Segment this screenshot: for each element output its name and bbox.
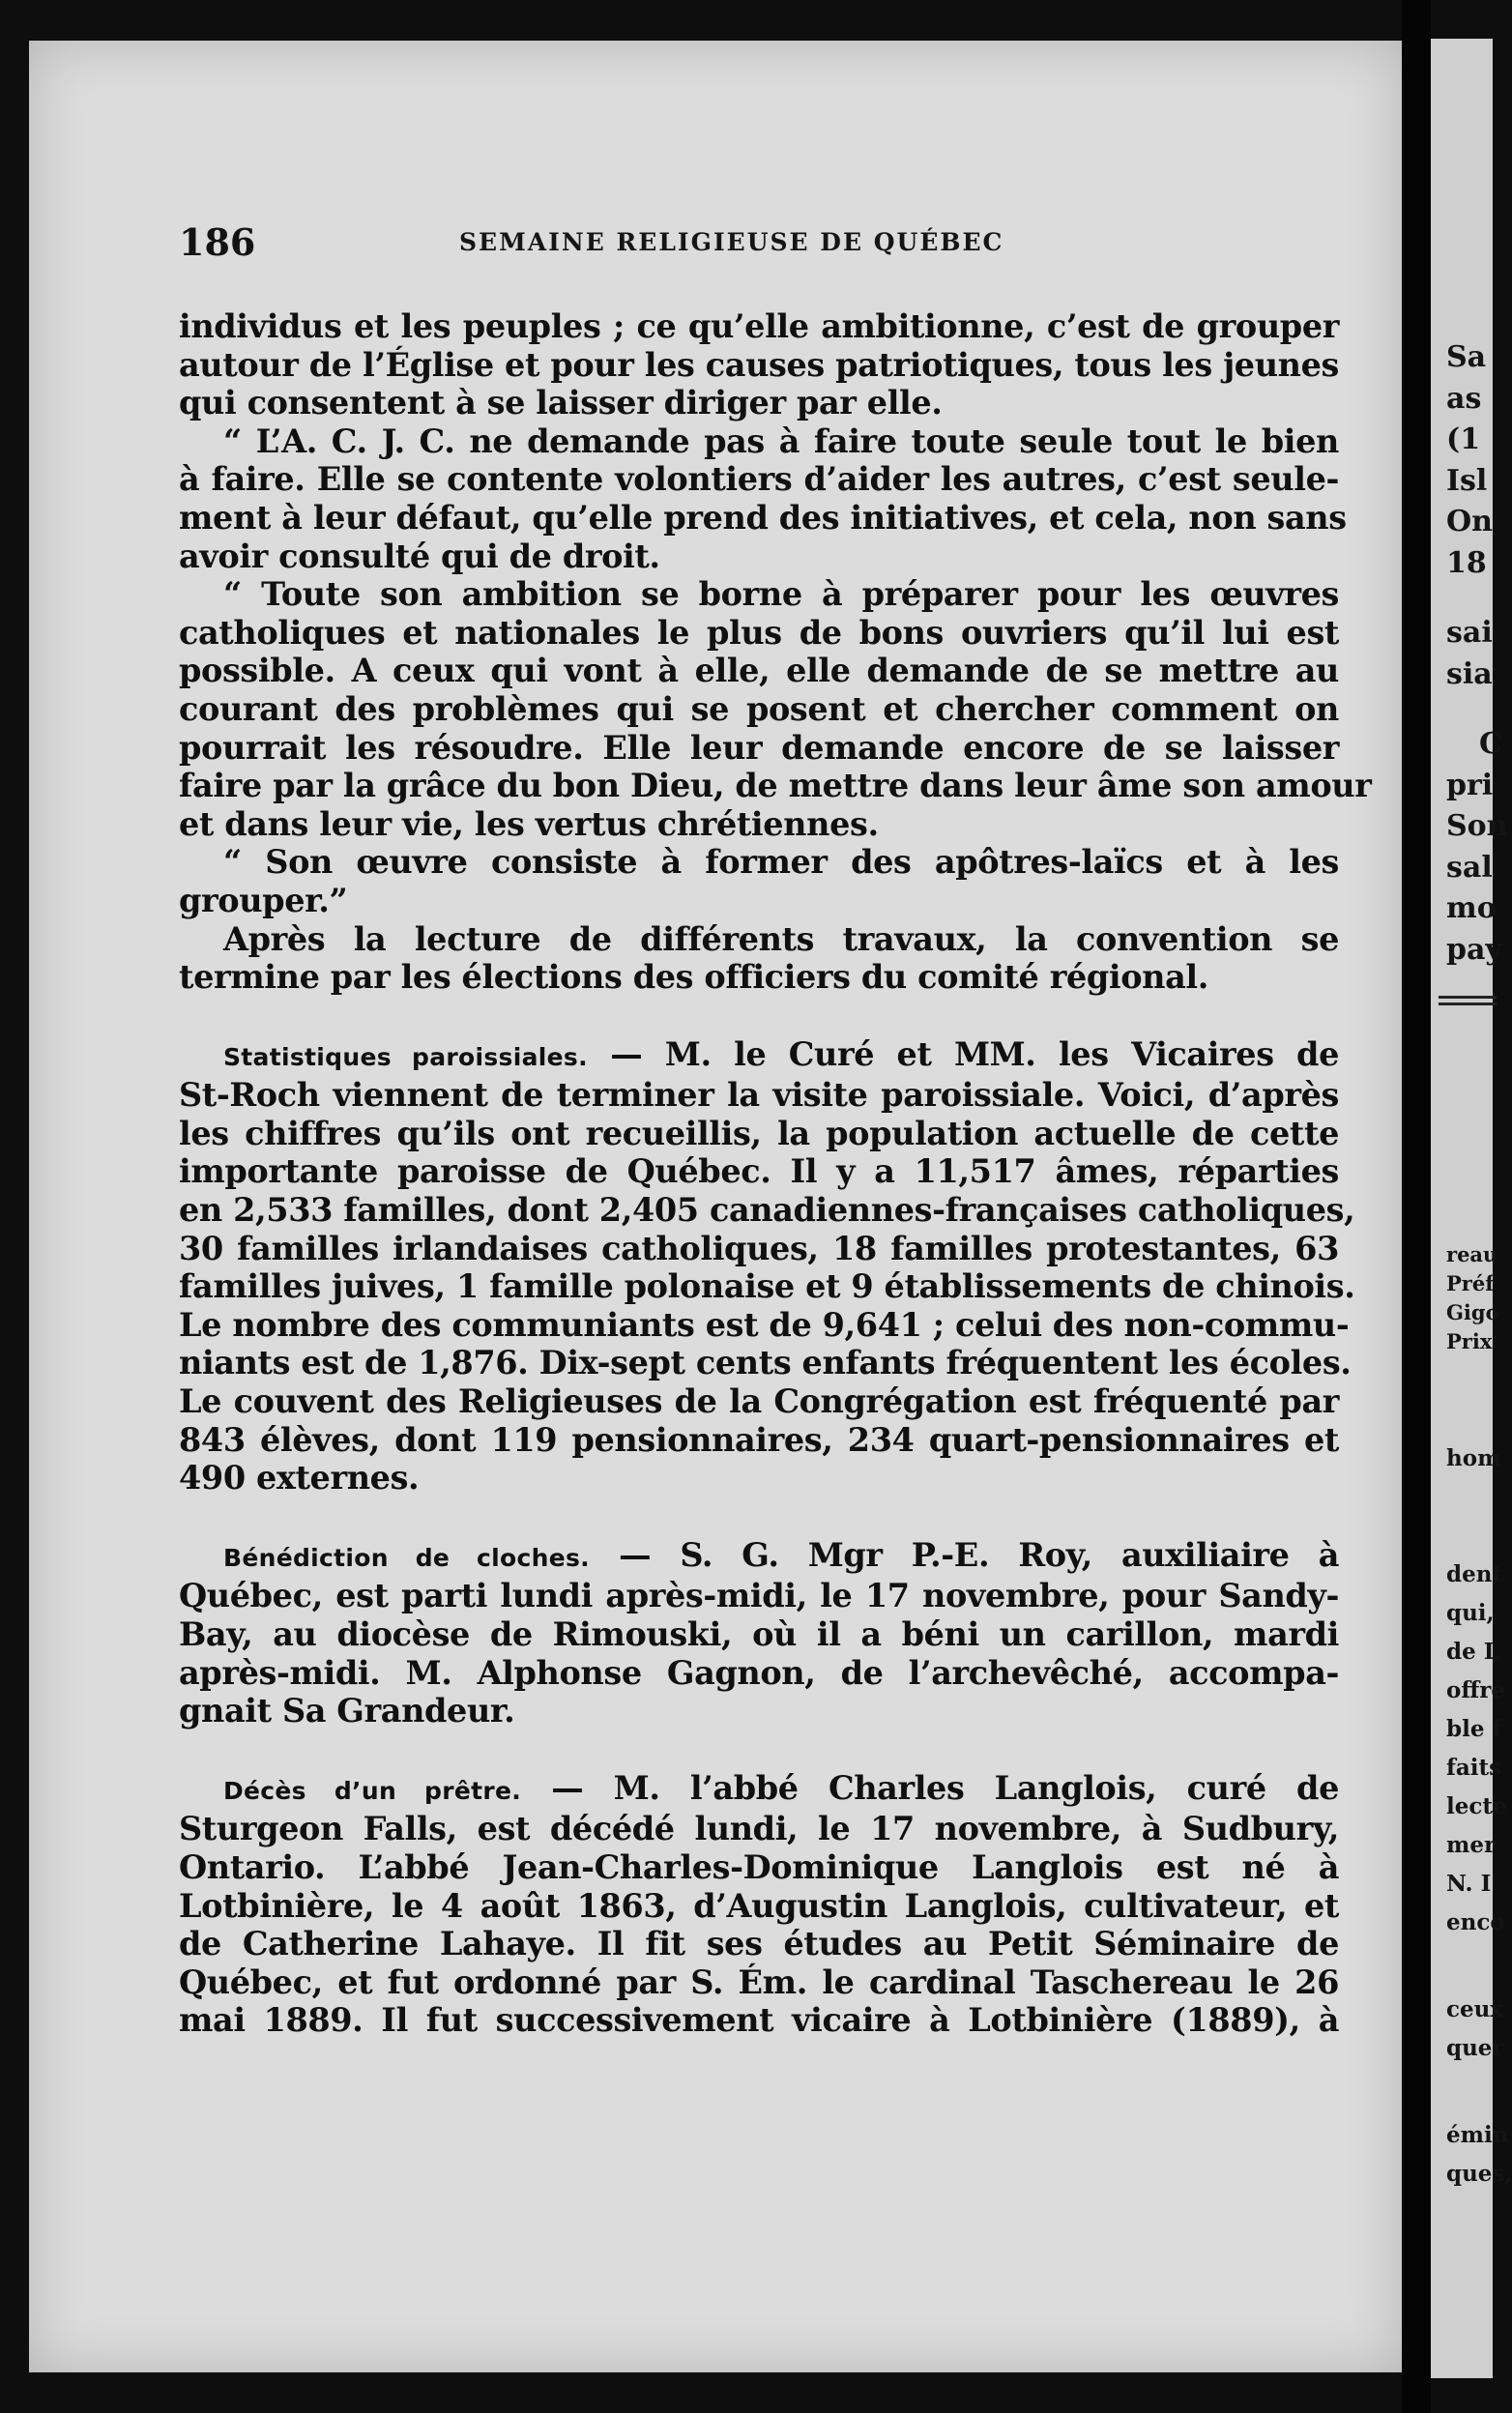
facing-fragment: ble f	[1446, 1716, 1502, 1742]
facing-fragment: pay	[1446, 933, 1502, 967]
text-line: grouper.”	[179, 881, 348, 919]
text-line: 490 externes.	[179, 1459, 420, 1497]
facing-page-edge	[1431, 39, 1512, 2378]
text-line: de Catherine Lahaye. Il fit ses études au Petit Séminaire de	[179, 1925, 1339, 1963]
facing-fragment: ques,	[1446, 2161, 1512, 2187]
text-line: Sturgeon Falls, est décédé lundi, le 17 novembre, à Sudbury,	[179, 1810, 1339, 1848]
text-line: termine par les élections des officiers du comité régional.	[179, 958, 1209, 997]
text-line: les chiffres qu’ils ont recueillis, la population actuelle de cette	[179, 1114, 1339, 1152]
text-line: Ontario. L’abbé Jean-Charles-Dominique Langlois est né à	[179, 1847, 1339, 1886]
text-line: individus et les peuples ; ce qu’elle ambitionne, c’est de grouper	[179, 307, 1339, 345]
text-line: catholiques et nationales le plus de bons ouvriers qu’il lui est	[179, 613, 1339, 652]
facing-fragment: qui,	[1446, 1600, 1495, 1626]
text-line: autour de l’Église et pour les causes patriotiques, tous les jeunes	[179, 345, 1339, 384]
facing-fragment: Sa	[1446, 340, 1487, 374]
facing-fragment: ceux	[1446, 1996, 1504, 2022]
text-line: possible. A ceux qui vont à elle, elle demande de se mettre au	[179, 652, 1339, 690]
section-heading-statistiques: Statistiques paroissiales.	[223, 1042, 588, 1071]
text-line: Québec, et fut ordonné par S. Ém. le cardinal Taschereau le 26	[179, 1962, 1339, 2001]
facing-fragment: Isl	[1446, 464, 1488, 498]
facing-fragment: sal	[1446, 851, 1493, 885]
facing-fragment: de L	[1446, 1639, 1499, 1665]
facing-fragment: faits	[1446, 1755, 1502, 1781]
facing-fragment: hom	[1446, 1445, 1501, 1471]
facing-fragment: pri	[1446, 769, 1494, 802]
facing-fragment: dent	[1446, 1561, 1503, 1587]
section-gap	[179, 997, 1339, 1035]
text-line: mai 1889. Il fut successivement vicaire à Lotbinière (1889), à	[179, 2001, 1339, 2040]
section-heading-benediction: Bénédiction de cloches.	[223, 1543, 590, 1572]
facing-fragment: C	[1479, 727, 1502, 761]
book-gutter	[1402, 0, 1431, 2413]
text-line: qui consentent à se laisser diriger par elle.	[179, 384, 943, 422]
article-body	[179, 307, 1372, 2040]
facing-fragment: mo	[1446, 891, 1497, 925]
text-run: — M. l’abbé Charles Langlois, curé de	[551, 1768, 1339, 1807]
running-title: SEMAINE RELIGIEUSE DE QUÉBEC	[459, 228, 1004, 256]
text-line: après-midi. M. Alphonse Gagnon, de l’archevêché, accompa-	[179, 1653, 1339, 1692]
text-line	[179, 1536, 1339, 1578]
facing-fragment: offre	[1446, 1677, 1505, 1703]
facing-fragment: lecte	[1446, 1793, 1507, 1819]
facing-fragment: enco	[1446, 1909, 1505, 1935]
text-line: faire par la grâce du bon Dieu, de mettre dans leur âme son amour	[179, 767, 1372, 805]
text-line: à faire. Elle se contente volontiers d’aider les autres, c’est seule-	[179, 460, 1339, 499]
text-line: gnait Sa Grandeur.	[179, 1692, 515, 1730]
section-heading-deces: Décès d’un prêtre.	[223, 1776, 522, 1805]
text-line: Après la lecture de différents travaux, la convention se	[223, 919, 1339, 958]
text-run: — S. G. Mgr P.-E. Roy, auxiliaire à	[619, 1535, 1340, 1574]
facing-fragment: On	[1446, 505, 1493, 538]
facing-fragment: (1	[1446, 422, 1481, 456]
running-head	[150, 213, 1329, 271]
text-line: en 2,533 familles, dont 2,405 canadiennes-françaises catholiques,	[179, 1191, 1355, 1230]
text-line: 30 familles irlandaises catholiques, 18 familles protestantes, 63	[179, 1229, 1339, 1267]
section-gap	[179, 1497, 1339, 1536]
facing-fragment: as	[1446, 382, 1482, 416]
text-line: niants est de 1,876. Dix-sept cents enfants fréquentent les écoles.	[179, 1344, 1352, 1382]
text-line: Le nombre des communiants est de 9,641 ; celui des non-commu-	[179, 1305, 1350, 1344]
text-line: et dans leur vie, les vertus chrétiennes.	[179, 804, 879, 843]
facing-fragment: sia	[1446, 657, 1493, 691]
text-line: courant des problèmes qui se posent et chercher comment on	[179, 689, 1339, 728]
facing-fragment: N. I	[1446, 1871, 1492, 1897]
text-line: Lotbinière, le 4 août 1863, d’Augustin Langlois, cultivateur, et	[179, 1886, 1339, 1925]
facing-fragment: sai	[1446, 616, 1493, 650]
text-line: 843 élèves, dont 119 pensionnaires, 234 quart-pensionnaires et	[179, 1420, 1339, 1459]
facing-fragment: reau	[1446, 1242, 1498, 1266]
text-line: “ Toute son ambition se borne à préparer pour les œuvres	[223, 575, 1339, 614]
text-line: pourrait les résoudre. Elle leur demande encore de se laisser	[179, 728, 1339, 767]
page-number: 186	[179, 220, 256, 264]
section-gap	[179, 1730, 1339, 1769]
facing-fragment: Prix	[1446, 1329, 1493, 1353]
text-line: St-Roch viennent de terminer la visite paroissiale. Voici, d’après	[179, 1076, 1339, 1115]
facing-rule	[1439, 996, 1497, 1005]
text-line: avoir consulté qui de droit.	[179, 537, 660, 575]
text-line: “ L’A. C. J. C. ne demande pas à faire toute seule tout le bien	[223, 422, 1339, 460]
text-line: “ Son œuvre consiste à former des apôtres-laïcs et à les	[223, 843, 1339, 882]
facing-fragment: mer	[1446, 1832, 1497, 1858]
facing-fragment: quer	[1446, 2035, 1504, 2061]
facing-fragment: Préf	[1446, 1271, 1495, 1295]
text-line: Bay, au diocèse de Rimouski, où il a béni un carillon, mardi	[179, 1615, 1339, 1653]
facing-fragment: Son	[1446, 809, 1508, 843]
facing-fragment: 18	[1446, 546, 1487, 580]
text-line: ment à leur défaut, qu’elle prend des initiatives, et cela, non sans	[179, 498, 1347, 537]
text-line: importante paroisse de Québec. Il y a 11,517 âmes, réparties	[179, 1152, 1339, 1191]
text-line: Québec, est parti lundi après-midi, le 17 novembre, pour Sandy-	[179, 1577, 1339, 1615]
facing-fragment: Gigo	[1446, 1300, 1499, 1324]
text-line: Le couvent des Religieuses de la Congrégation est fréquenté par	[179, 1382, 1339, 1421]
text-line	[179, 1035, 1339, 1077]
text-line: familles juives, 1 famille polonaise et 9 établissements de chinois.	[179, 1267, 1355, 1306]
facing-fragment: émin	[1446, 2122, 1509, 2148]
text-run: — M. le Curé et MM. les Vicaires de	[610, 1034, 1339, 1073]
text-line	[179, 1769, 1339, 1811]
